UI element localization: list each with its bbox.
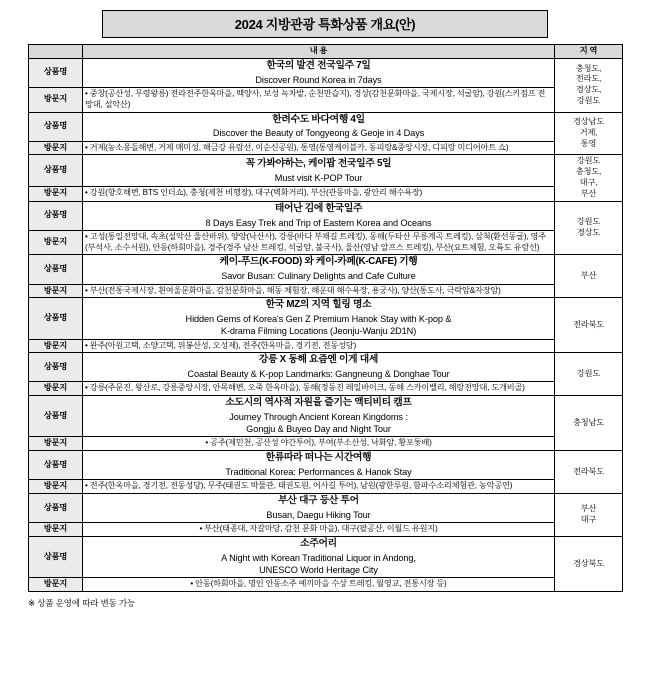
page-title: 2024 지방관광 특화상품 개요(안) <box>102 10 548 38</box>
table-row <box>29 230 623 255</box>
table-row <box>29 396 623 437</box>
row-label-visit-sites: 방문지 <box>29 578 83 592</box>
row-label-product-name: 상품명 <box>29 201 83 230</box>
product-name-ko: 부산 대구 등산 투어 <box>278 495 359 507</box>
product-name-en: Coastal Beauty & K-pop Landmarks: Gangneung & Donghae Tour <box>187 369 450 380</box>
visit-sites-cell: • 완주(아원고택, 소양고택, 위봉산성, 오성제), 전주(한옥마을, 경기전, 전동성당) <box>83 339 555 353</box>
row-label-product-name: 상품명 <box>29 112 83 141</box>
row-label-product-name: 상품명 <box>29 255 83 284</box>
table-row <box>29 339 623 353</box>
product-name-ko: 꼭 가봐야하는, 케이팝 전국일주 5일 <box>245 157 392 169</box>
visit-sites-cell: • 안동(하회마을, 명인 안동소주 예끼마을 수상 트레킹, 월영교, 전통시장 등) <box>83 578 555 592</box>
row-label-product-name: 상품명 <box>29 58 83 87</box>
table-row <box>29 437 623 451</box>
region-cell: 충청남도 <box>555 396 623 451</box>
table-row <box>29 87 623 112</box>
table-row <box>29 537 623 578</box>
footnote: ※ 상품 운영에 따라 변동 가능 <box>28 598 136 609</box>
product-name-ko: 소주어리 <box>300 538 337 550</box>
region-cell: 전라북도 <box>555 451 623 494</box>
row-label-visit-sites: 방문지 <box>29 480 83 494</box>
visit-sites-cell: • 강원(향호해변, BTS 인더쇼), 충청(제천 비행장), 대구(벽화거리), 부산(관동마을, 광안리 해수욕장) <box>83 186 555 201</box>
product-name-ko: 한류따라 떠나는 시간여행 <box>265 452 372 464</box>
header-region: 지 역 <box>555 45 623 59</box>
product-name-ko: 한국 MZ의 지역 힐링 명소 <box>265 299 372 311</box>
region-cell: 강원도 경상도 <box>555 201 623 255</box>
product-name-ko: 태어난 김에 한국일주 <box>274 202 363 214</box>
row-label-visit-sites: 방문지 <box>29 339 83 353</box>
row-label-product-name: 상품명 <box>29 451 83 480</box>
region-cell: 부산 대구 <box>555 494 623 537</box>
product-name-cell <box>83 112 555 141</box>
visit-sites-cell: • 강릉(주문진, 왕산로, 강릉중앙시장, 안목해변, 오죽 한옥마을), 동해(정동진 레일바이크, 동해 스카이밸리, 해랑전망대, 도개비골) <box>83 382 555 396</box>
row-label-product-name: 상품명 <box>29 353 83 382</box>
header-content: 내 용 <box>83 45 555 59</box>
product-name-cell <box>83 353 555 382</box>
table-row <box>29 494 623 523</box>
product-name-cell <box>83 494 555 523</box>
product-name-cell <box>83 537 555 578</box>
product-name-ko: 한려수도 바다여행 4일 <box>272 113 365 125</box>
visit-sites-cell: • 공주(제민천, 공산성 야간투어), 부여(부소산성, 낙화암, 황포돛배) <box>83 437 555 451</box>
row-label-product-name: 상품명 <box>29 494 83 523</box>
region-cell: 부산 <box>555 255 623 298</box>
table-row <box>29 353 623 382</box>
product-name-cell <box>83 155 555 186</box>
product-name-cell <box>83 201 555 230</box>
row-label-product-name: 상품명 <box>29 396 83 437</box>
table-row <box>29 112 623 141</box>
table-row <box>29 451 623 480</box>
visit-sites-cell: • 전주(한옥마을, 경기전, 전동성당), 무주(태권도 박물관, 태권도원, 어사길 투어), 남원(광한루원, 함파수소리체험관, 농악공연) <box>83 480 555 494</box>
row-label-product-name: 상품명 <box>29 537 83 578</box>
table-row <box>29 255 623 284</box>
product-name-en: A Night with Korean Traditional Liquor in Andong, UNESCO World Heritage City <box>221 553 416 576</box>
visit-sites-cell: • 부산(태종대, 자갈마당, 감천 문화 마을), 대구(팔공산, 이월드 유원지) <box>83 523 555 537</box>
region-cell: 충청도, 전라도, 경상도, 강원도 <box>555 58 623 112</box>
visit-sites-cell: • 고성(통일전망대, 속초(설악산 울산바위), 양양(낙산사), 강릉(바다 부채길 트레킹), 동해(두타산 무릉계곡 트레킹), 삼척(환선동굴), 영주(부석사, 소수서원), 안동(하회마을), 경주(경주 남산 트레킹, 석굴암, 불국사), 울산(영남 알프스 트레킹), 부산(요트체험, 오륙도 유람선) <box>83 230 555 255</box>
table-row <box>29 201 623 230</box>
table-body <box>29 58 623 591</box>
table-row <box>29 382 623 396</box>
product-name-en: Savor Busan: Culinary Delights and Cafe Culture <box>221 271 416 282</box>
product-name-cell <box>83 396 555 437</box>
table-row <box>29 141 623 155</box>
row-label-visit-sites: 방문지 <box>29 437 83 451</box>
visit-sites-cell: • 중창(공산성, 무령왕릉) 전라전주한옥마을, 백양사, 보성 녹차밭, 순천만습지), 경상(감천문화마을, 국제시장, 석굴암), 강원(스키점프 전망대, 설악산) <box>83 87 555 112</box>
product-name-en: Must visit K-POP Tour <box>274 172 363 183</box>
table-row <box>29 284 623 298</box>
product-name-cell <box>83 298 555 339</box>
row-label-visit-sites: 방문지 <box>29 230 83 255</box>
row-label-product-name: 상품명 <box>29 298 83 339</box>
table-row <box>29 155 623 186</box>
table-row <box>29 298 623 339</box>
product-name-en: Busan, Daegu Hiking Tour <box>266 510 371 521</box>
region-cell: 강원도 충청도, 대구, 부산 <box>555 155 623 201</box>
table-header <box>29 45 623 59</box>
row-label-visit-sites: 방문지 <box>29 284 83 298</box>
header-spacer <box>29 45 83 59</box>
product-name-en: Traditional Korea: Performances & Hanok Stay <box>225 467 412 478</box>
product-name-cell <box>83 451 555 480</box>
table-row <box>29 186 623 201</box>
product-name-en: Discover Round Korea in 7days <box>255 74 382 85</box>
region-cell: 강원도 <box>555 353 623 396</box>
visit-sites-cell: • 부산(전통국제시장, 흰여울문화마을, 감천문화마을, 해동 체험장, 해운대 해수욕장, 용궁사), 양산(통도사, 극락암&자장암) <box>83 284 555 298</box>
table-row <box>29 578 623 592</box>
row-label-visit-sites: 방문지 <box>29 141 83 155</box>
row-label-visit-sites: 방문지 <box>29 523 83 537</box>
row-label-visit-sites: 방문지 <box>29 186 83 201</box>
region-cell: 경상북도 <box>555 537 623 592</box>
row-label-visit-sites: 방문지 <box>29 87 83 112</box>
product-name-en: 8 Days Easy Trek and Trip of Eastern Korea and Oceans <box>205 217 432 228</box>
row-label-visit-sites: 방문지 <box>29 382 83 396</box>
region-cell: 경상남도 거제, 통영 <box>555 112 623 155</box>
product-name-en: Hidden Gems of Korea's Gen Z Premium Hanok Stay with K-pop & K-drama Filming Locations (Jeonju-Wanju 2D1N) <box>185 314 452 337</box>
product-name-ko: 한국의 발견 전국일주 7일 <box>266 59 371 71</box>
table-row <box>29 480 623 494</box>
product-name-en: Journey Through Ancient Korean Kingdoms : Gongju & Buyeo Day and Night Tour <box>229 412 408 435</box>
table-header-row <box>29 45 623 59</box>
visit-sites-cell: • 거제(농소몽돌해변, 거제 매미성, 해금강 유람선, 이순신공원), 통영(통영케이블카, 동피랑&중앙시장, 디피랑 미디어아트 쇼) <box>83 141 555 155</box>
product-name-ko: 강릉 X 동해 요즘엔 이게 대세 <box>258 354 379 366</box>
product-name-cell <box>83 255 555 284</box>
table-row <box>29 523 623 537</box>
product-name-ko: 케이-푸드(K-FOOD) 와 케이-카페(K-CAFE) 기행 <box>219 256 418 268</box>
table-row <box>29 58 623 87</box>
region-cell: 전라북도 <box>555 298 623 353</box>
product-name-ko: 소도시의 역사적 자원을 즐기는 액티비티 캠프 <box>225 397 412 409</box>
product-name-cell <box>83 58 555 87</box>
product-name-en: Discover the Beauty of Tongyeong & Geoje in 4 Days <box>212 128 425 139</box>
products-table <box>28 44 623 592</box>
row-label-product-name: 상품명 <box>29 155 83 186</box>
